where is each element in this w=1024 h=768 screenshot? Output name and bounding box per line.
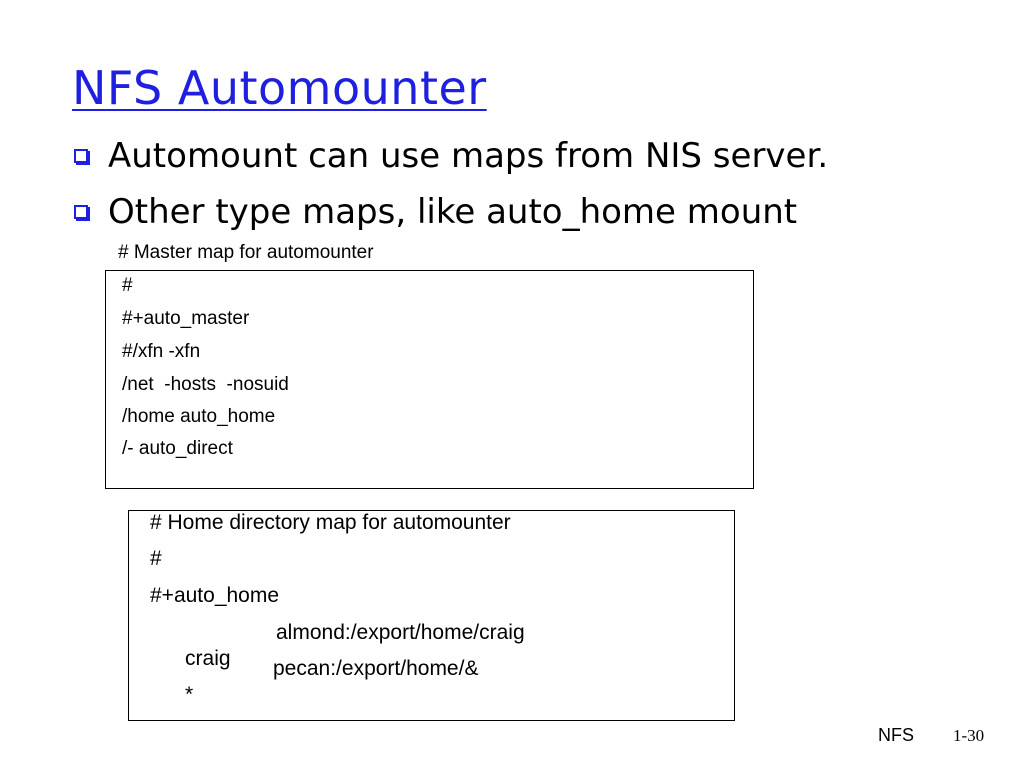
- master-map-box: [105, 270, 754, 489]
- home-map-line: # Home directory map for automounter: [150, 511, 511, 534]
- slide-title: NFS Automounter: [72, 61, 487, 115]
- master-map-line: /net -hosts -nosuid: [122, 374, 289, 395]
- bullet-text: Other type maps, like auto_home mount: [108, 192, 798, 232]
- home-map-entry-value: almond:/export/home/craig: [276, 621, 525, 644]
- bullet-text: Automount can use maps from NIS server.: [108, 136, 829, 176]
- home-map-entry-key: *: [185, 683, 194, 706]
- page-number: 1-30: [953, 726, 985, 745]
- home-map-box: [128, 510, 735, 721]
- master-map-caption: # Master map for automounter: [118, 242, 374, 263]
- master-map-line: /- auto_direct: [122, 438, 233, 459]
- master-map-line: #/xfn -xfn: [122, 341, 201, 362]
- footer-label: NFS: [878, 725, 914, 745]
- home-map-line: #: [150, 547, 162, 570]
- home-map-entry-key: craig: [185, 647, 231, 670]
- home-map-line: #+auto_home: [150, 584, 280, 607]
- hollow-square-bullet-icon: [74, 149, 88, 163]
- master-map-line: #+auto_master: [122, 308, 250, 329]
- hollow-square-bullet-icon: [74, 205, 88, 219]
- master-map-line: #: [122, 275, 133, 296]
- home-map-entry-value: pecan:/export/home/&: [273, 657, 479, 680]
- master-map-line: /home auto_home: [122, 406, 276, 427]
